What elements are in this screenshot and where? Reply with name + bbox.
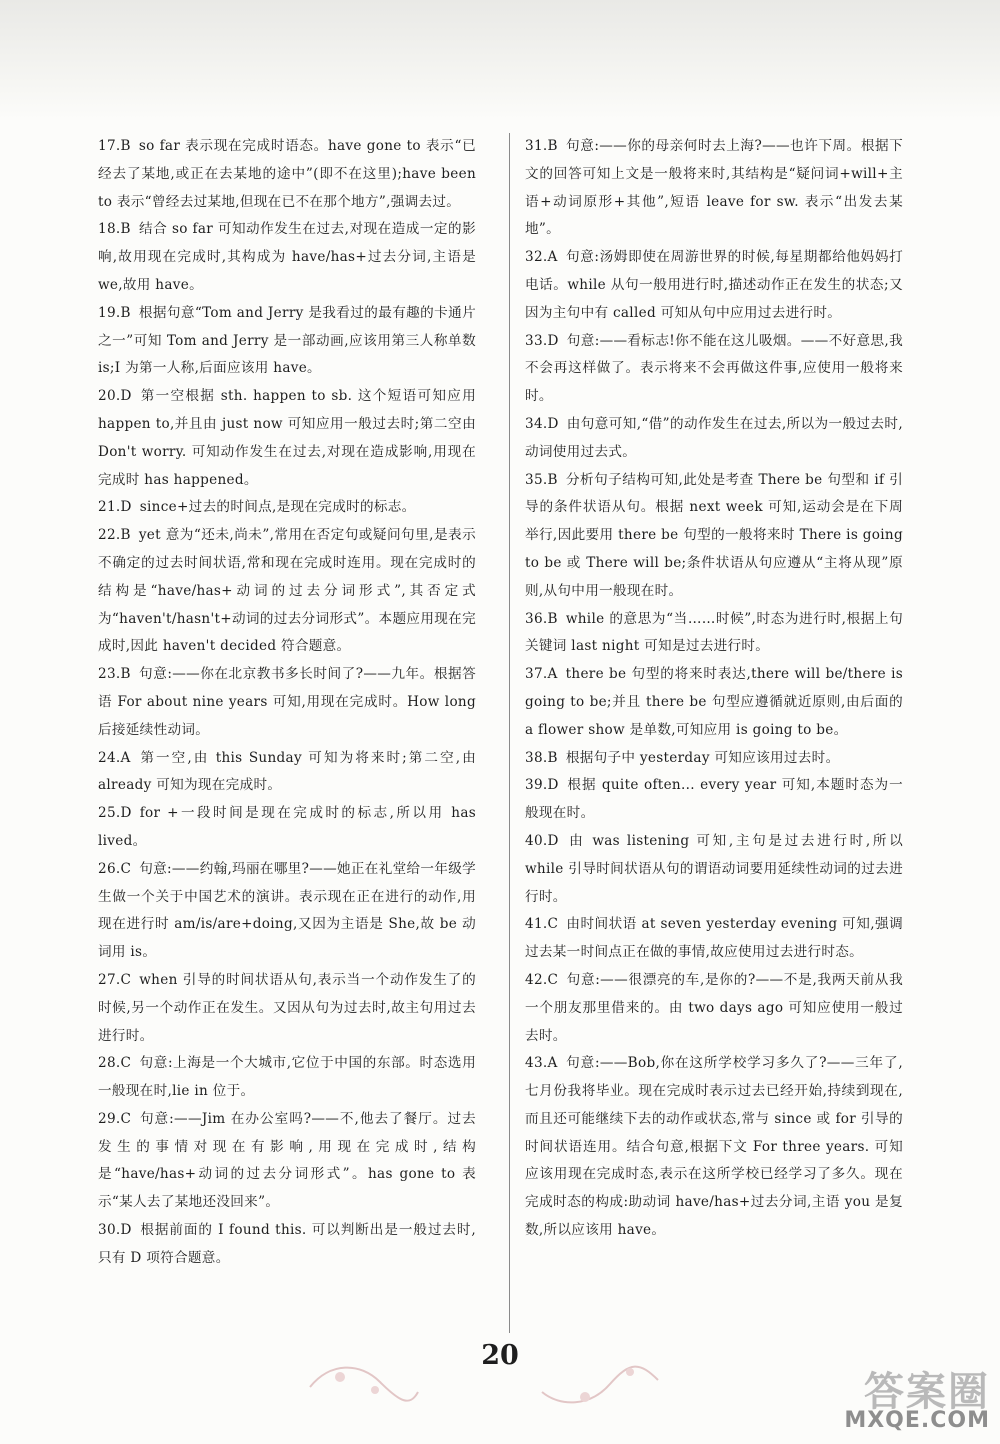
answer-entry-33: 33.D 句意:——看标志!你不能在这儿吸烟。——不好意思,我不会再这样做了。表示将来不会再做这件事,应使用一般将来时。: [525, 332, 903, 405]
answer-entry-36: 36.B while 的意思为“当……时候”,时态为进行时,根据上句关键词 last night 可知是过去进行时。: [525, 610, 903, 655]
answer-entry-39: 39.D 根据 quite often... every year 可知,本题时态为一般现在时。: [525, 777, 903, 822]
answer-entry-23: 23.B 句意:——你在北京教书多长时间了?——九年。根据答语 For about nine years 可知,用现在完成时。How long 后接延续性动词。: [98, 666, 476, 738]
answer-entry-18: 18.B 结合 so far 可知动作发生在过去,对现在造成一定的影响,故用现在完成时,其构成为 have/has+过去分词,主语是 we,故用 have。: [98, 221, 476, 293]
answer-entry-25: 25.D for +一段时间是现在完成时的标志,所以用 has lived。: [98, 805, 476, 849]
answer-entry-20: 20.D 第一空根据 sth. happen to sb. 这个短语可知应用 happen to,并且由 just now 可知应用一般过去时;第二空由 Don't worry. 可知动作发生在过去,对现在造成影响,用现在完成时 has happened。: [98, 388, 476, 488]
answer-entry-34: 34.D 由句意可知,“借”的动作发生在过去,所以为一般过去时,动词使用过去式。: [525, 415, 903, 460]
column-divider: [509, 133, 510, 1333]
watermark-logo: [800, 1360, 990, 1440]
answer-entry-22: 22.B yet 意为“还未,尚未”,常用在否定句或疑问句里,是表示不确定的过去时间状语,常和现在完成时连用。现在完成时的结构是“have/has+动词的过去分词形式”,其否定式为“haven't/hasn't+动词的过去分词形式”。本题应用现在完成时,因此 haven't decided 符合题意。: [98, 527, 476, 655]
floral-ornament-right-icon: [540, 1352, 660, 1422]
answer-entry-28: 28.C 句意:上海是一个大城市,它位于中国的东部。时态选用一般现在时,lie in 位于。: [98, 1055, 476, 1100]
answer-entry-35: 35.B 分析句子结构可知,此处是考查 There be 句型和 if 引导的条件状语从句。根据 next week 可知,运动会是在下周举行,因此要用 there be 句型的一般将来时 There is going to be 或 There will be;条件状语从句应遵从“主将从现”原则,从句中用一般现在时。: [525, 471, 903, 599]
left-column: [98, 133, 476, 1273]
answer-entry-19: 19.B 根据句意“Tom and Jerry 是我看过的最有趣的卡通片之一”可知 Tom and Jerry 是一部动画,应该用第三人称单数 is;I 为第一人称,后面应该用 have。: [98, 304, 476, 377]
watermark-chinese-text: 答案圈: [864, 1369, 990, 1415]
answer-entry-29: 29.C 句意:——Jim 在办公室吗?——不,他去了餐厅。过去发生的事情对现在有影响,用现在完成时,结构是“have/has+动词的过去分词形式”。has gone to 表示“某人去了某地还没回来”。: [98, 1110, 476, 1211]
answer-entry-30: 30.D 根据前面的 I found this. 可以判断出是一般过去时,只有 D 项符合题意。: [98, 1222, 476, 1266]
page-number: 20: [481, 1340, 519, 1371]
answer-entry-42: 42.C 句意:——很漂亮的车,是你的?——不是,我两天前从我一个朋友那里借来的。由 two days ago 可知应使用一般过去时。: [525, 971, 903, 1044]
answer-entry-21: 21.D since+过去的时间点,是现在完成时的标志。: [98, 499, 416, 516]
answer-entry-27: 27.C when 引导的时间状语从句,表示当一个动作发生了的时候,另一个动作正在发生。又因从句为过去时,故主句用过去进行时。: [98, 971, 476, 1044]
answer-entry-38: 38.B 根据句子中 yesterday 可知应该用过去时。: [525, 749, 840, 766]
answer-entry-32: 32.A 句意:汤姆即使在周游世界的时候,每星期都给他妈妈打电话。while 从句一般用进行时,描述动作正在发生的状态;又因为主句中有 called 可知从句中应用过去进行时。: [525, 249, 903, 321]
answer-entry-26: 26.C 句意:——约翰,玛丽在哪里?——她正在礼堂给一年级学生做一个关于中国艺术的演讲。表示现在正在进行的动作,用现在进行时 am/is/are+doing,又因为主语是 She,故 be 动词用 is。: [98, 860, 476, 961]
answer-entry-43: 43.A 句意:——Bob,你在这所学校学习多久了?——三年了,七月份我将毕业。现在完成时表示过去已经开始,持续到现在,而且还可能继续下去的动作或状态,常与 since 或 for 引导的时间状语连用。结合句意,根据下文 For three years. 可知应该用现在完成时态,表示在这所学校已经学习了多久。现在完成时态的构成:助动词 have/has+过去分词,主语 you 是复数,所以应该用 have。: [525, 1055, 903, 1239]
answer-entry-37: 37.A there be 句型的将来时表达,there will be/there is going to be;并且 there be 句型应遵循就近原则,由后面的 a flower show 是单数,可知应用 is going to be。: [525, 666, 903, 738]
answer-entry-41: 41.C 由时间状语 at seven yesterday evening 可知,强调过去某一时间点正在做的事情,故应使用过去进行时态。: [525, 916, 903, 961]
right-column: [525, 133, 903, 1245]
answer-entry-40: 40.D 由 was listening 可知,主句是过去进行时,所以 while 引导时间状语从句的谓语动词要用延续性动词的过去进行时。: [525, 832, 903, 905]
floral-ornament-left-icon: [300, 1352, 420, 1422]
answer-entry-31: 31.B 句意:——你的母亲何时去上海?——也许下周。根据下文的回答可知上文是一般将来时,其结构是“疑问词+will+主语+动词原形+其他”,短语 leave for sw. 表示“出发去某地”。: [525, 138, 903, 238]
top-scan-shade: [0, 0, 1000, 120]
answer-entry-24: 24.A 第一空,由 this Sunday 可知为将来时;第二空,由 already 可知为现在完成时。: [98, 749, 476, 794]
watermark-url-text: MXQE.COM: [844, 1408, 990, 1433]
answer-entry-17: 17.B so far 表示现在完成时语态。have gone to 表示“已经去了某地,或正在去某地的途中”(即不在这里);have been to 表示“曾经去过某地,但现在已不在那个地方”,强调去过。: [98, 138, 476, 210]
